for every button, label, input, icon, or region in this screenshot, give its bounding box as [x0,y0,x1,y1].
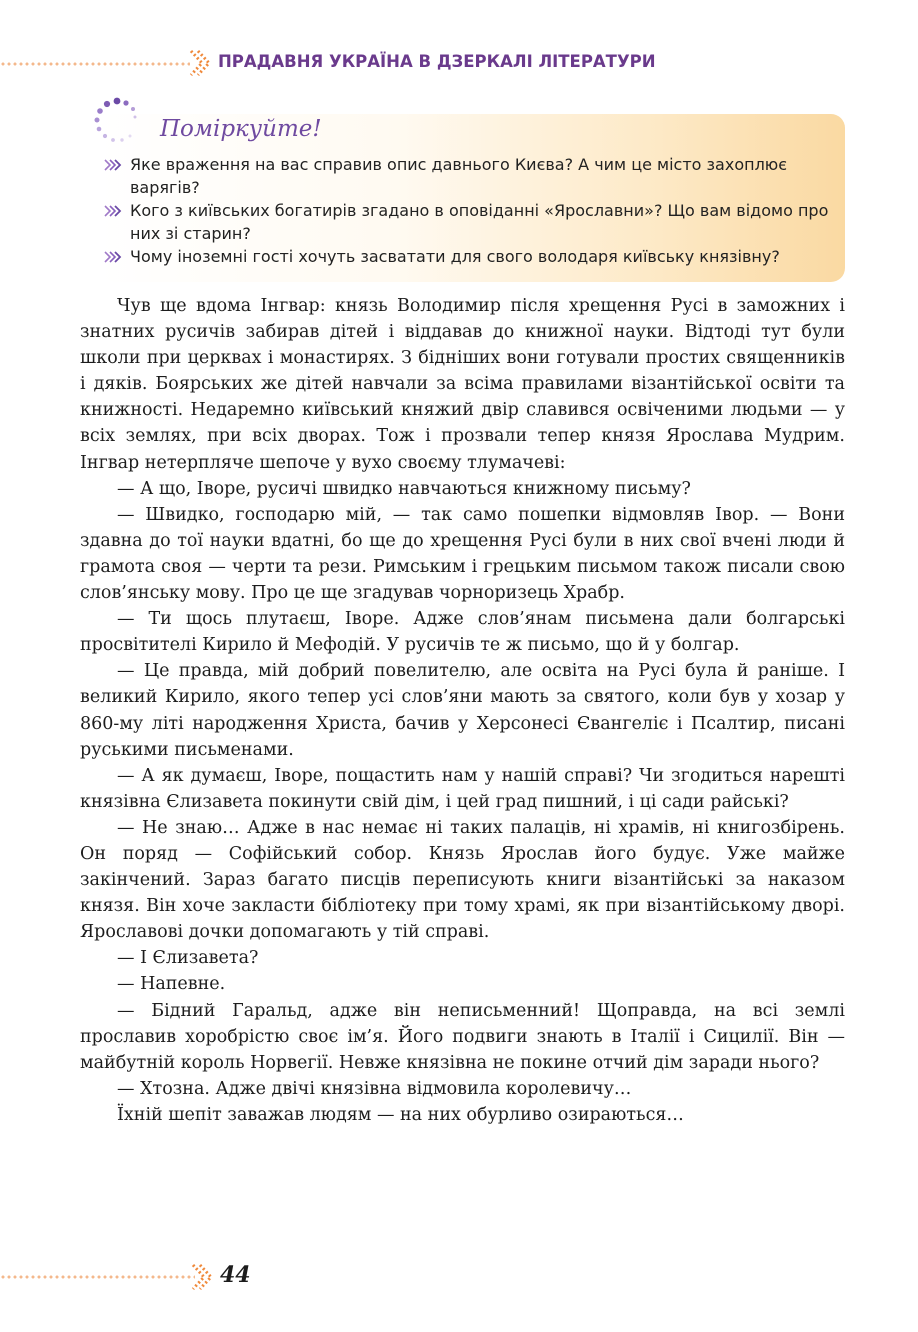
paragraph: — А як думаєш, Іворе, пощастить нам у нашій справі? Чи згодиться нарешті князівна Єлизавета покинути свій дім, і цей град пишний, і ці сади райські? [80,765,845,812]
paragraph: — Це правда, мій добрий повелителю, але освіта на Русі була й раніше. І великий Кирило, якого тепер усі слов’яни мають за святого, коли був у хозар у 860-му літі народження Христа, бачив у Херсонесі Євангеліє і Псалтир, писані руськими письменами. [80,661,845,760]
question-text: Чому іноземні гості хочуть засватати для свого володаря київську князівну? [130,247,780,266]
triple-arrow-bullet-icon [104,251,126,263]
triple-arrow-bullet-icon [104,159,126,171]
question-item [104,199,839,245]
paragraph: — Хтозна. Адже двічі князівна відмовила королевичу… [117,1078,632,1099]
paragraph: — І Єлизавета? [117,948,259,969]
chevron-right-icon [190,1262,214,1292]
question-text: Кого з київських богатирів згадано в оповіданні «Ярославни»? Що вам відомо про них зі старин? [130,201,829,243]
think-box-title: Поміркуйте! [160,116,322,142]
paragraph: — Швидко, господарю мій, — так само пошепки відмовляв Івор. — Вони здавна до тої науки вдатні, бо ще до хрещення Русі були в них свої вчені люди й грамота своя — черти та рези. Римським і грецьким письмом також писали свою слов’янську мову. Про це ще згадував чорноризець Храбр. [80,504,845,604]
story-text [80,293,845,1128]
question-item [104,245,839,268]
question-item [104,153,839,199]
chevron-right-icon [188,48,212,78]
page-number: 44 [220,1262,251,1288]
paragraph: Чув ще вдома Інгвар: князь Володимир після хрещення Русі в заможних і знатних русичів забирав дітей і віддавав до книжної науки. Відтоді тут були школи при церквах і монастирях. З бідніших вони готували простих священників і дяків. Боярських же дітей навчали за всіма правилами візантійської освіти та книжності. Недаремно київський княжий двір славився освіченими людьми — у всіх землях, при всіх дворах. Тож і прозвали тепер князя Ярослава Мудрим. Інгвар нетерпляче шепоче у вухо своєму тлумачеві: [80,296,845,473]
page-header [0,44,918,84]
footer-dotted-line [0,1275,195,1279]
header-dotted-line [0,62,190,66]
paragraph: — Не знаю… Адже в нас немає ні таких палаців, ні храмів, ні книгозбірень. Он поряд — Софійський собор. Князь Ярослав його будує. Уже майже закінчений. Зараз багато писців переписують книги візантійські за наказом князя. Він хоче закласти бібліотеку при тому храмі, як при візантійському дворі. Ярославові дочки допомагають у тій справі. [80,817,845,943]
paragraph: — Бідний Гаральд, адже він неписьменний! Щоправда, на всі землі прославив хоробрістю своє ім’я. Його подвиги знають в Італії і Сицилії. Він — майбутній король Норвегії. Невже князівна не покине отчий дім заради нього? [80,1000,845,1073]
dotted-swirl-icon [92,95,142,147]
question-list [104,153,839,268]
paragraph: Їхній шепіт заважав людям — на них обурливо озираються… [117,1104,684,1125]
paragraph: — Ти щось плутаєш, Іворе. Адже слов’янам письмена дали болгарські просвітителі Кирило й Мефодій. У русичів те ж письмо, що й у болгар. [80,609,845,656]
paragraph: — Напевне. [117,974,226,995]
paragraph: — А що, Іворе, русичі швидко навчаються книжному письму? [117,478,691,499]
section-title: ПРАДАВНЯ УКРАЇНА В ДЗЕРКАЛІ ЛІТЕРАТУРИ [218,52,656,71]
triple-arrow-bullet-icon [104,205,126,217]
question-text: Яке враження на вас справив опис давнього Києва? А чим це місто захоплює варягів? [130,155,788,197]
